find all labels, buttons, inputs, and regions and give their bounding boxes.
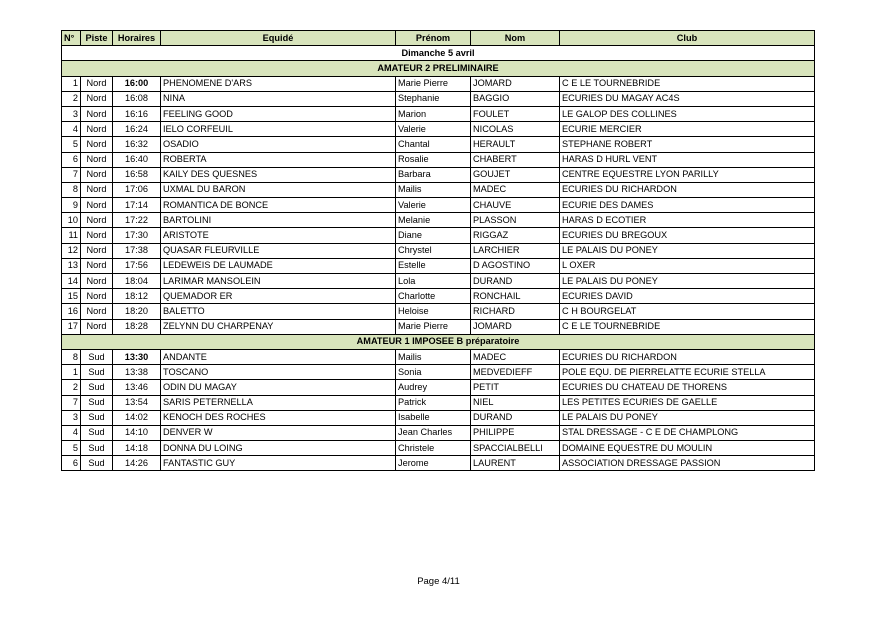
section-header-row (62, 334, 815, 349)
cell-no: 8 (62, 182, 81, 197)
cell-horaire: 18:12 (113, 289, 161, 304)
cell-equide: LARIMAR MANSOLEIN (161, 274, 396, 289)
cell-equide: QUEMADOR ER (161, 289, 396, 304)
cell-piste: Nord (81, 137, 113, 152)
cell-prenom: Barbara (396, 167, 471, 182)
cell-prenom: Mailis (396, 349, 471, 364)
cell-equide: PHENOMENE D'ARS (161, 76, 396, 91)
cell-no: 7 (62, 167, 81, 182)
cell-nom: GOUJET (471, 167, 560, 182)
cell-nom: PETIT (471, 380, 560, 395)
header-piste: Piste (81, 31, 113, 46)
cell-club: STEPHANE ROBERT (560, 137, 815, 152)
cell-prenom: Audrey (396, 380, 471, 395)
cell-equide: ODIN DU MAGAY (161, 380, 396, 395)
header-club: Club (560, 31, 815, 46)
cell-horaire: 13:30 (113, 349, 161, 364)
cell-piste: Nord (81, 289, 113, 304)
cell-prenom: Jerome (396, 456, 471, 471)
cell-club: ECURIES DAVID (560, 289, 815, 304)
cell-nom: MADEC (471, 182, 560, 197)
cell-nom: NICOLAS (471, 122, 560, 137)
cell-equide: LEDEWEIS DE LAUMADE (161, 258, 396, 273)
cell-no: 8 (62, 349, 81, 364)
cell-nom: PLASSON (471, 213, 560, 228)
table-row (62, 243, 815, 258)
header-nom: Nom (471, 31, 560, 46)
cell-prenom: Sonia (396, 365, 471, 380)
cell-club: C E LE TOURNEBRIDE (560, 76, 815, 91)
cell-piste: Sud (81, 441, 113, 456)
cell-piste: Nord (81, 152, 113, 167)
cell-nom: NIEL (471, 395, 560, 410)
cell-club: STAL DRESSAGE - C E DE CHAMPLONG (560, 425, 815, 440)
table-row (62, 456, 815, 471)
cell-equide: DENVER W (161, 425, 396, 440)
cell-equide: QUASAR FLEURVILLE (161, 243, 396, 258)
cell-equide: ZELYNN DU CHARPENAY (161, 319, 396, 334)
cell-prenom: Charlotte (396, 289, 471, 304)
cell-club: ECURIES DU RICHARDON (560, 182, 815, 197)
cell-prenom: Chrystel (396, 243, 471, 258)
cell-no: 5 (62, 441, 81, 456)
cell-nom: MADEC (471, 349, 560, 364)
cell-no: 7 (62, 395, 81, 410)
table-row (62, 349, 815, 364)
cell-club: HARAS D HURL VENT (560, 152, 815, 167)
cell-equide: UXMAL DU BARON (161, 182, 396, 197)
cell-horaire: 13:46 (113, 380, 161, 395)
cell-equide: BALETTO (161, 304, 396, 319)
section-title: AMATEUR 2 PRELIMINAIRE (62, 61, 815, 76)
cell-prenom: Patrick (396, 395, 471, 410)
cell-no: 6 (62, 152, 81, 167)
cell-horaire: 14:02 (113, 410, 161, 425)
table-row (62, 213, 815, 228)
table-row (62, 76, 815, 91)
cell-no: 11 (62, 228, 81, 243)
cell-horaire: 16:24 (113, 122, 161, 137)
cell-equide: BARTOLINI (161, 213, 396, 228)
date-label: Dimanche 5 avril (62, 46, 815, 61)
header-horaires: Horaires (113, 31, 161, 46)
section-title: AMATEUR 1 IMPOSEE B préparatoire (62, 334, 815, 349)
cell-prenom: Jean Charles (396, 425, 471, 440)
cell-prenom: Lola (396, 274, 471, 289)
cell-horaire: 18:04 (113, 274, 161, 289)
cell-prenom: Valerie (396, 122, 471, 137)
cell-nom: LARCHIER (471, 243, 560, 258)
cell-horaire: 16:08 (113, 91, 161, 106)
cell-club: C H BOURGELAT (560, 304, 815, 319)
cell-prenom: Christele (396, 441, 471, 456)
cell-horaire: 17:22 (113, 213, 161, 228)
cell-piste: Sud (81, 425, 113, 440)
cell-piste: Nord (81, 91, 113, 106)
cell-equide: ARISTOTE (161, 228, 396, 243)
cell-club: LE PALAIS DU PONEY (560, 410, 815, 425)
cell-horaire: 16:32 (113, 137, 161, 152)
table-row (62, 122, 815, 137)
cell-prenom: Marie Pierre (396, 319, 471, 334)
cell-no: 5 (62, 137, 81, 152)
cell-equide: FANTASTIC GUY (161, 456, 396, 471)
start-list-table (61, 30, 815, 471)
header-equide: Equidé (161, 31, 396, 46)
cell-club: ECURIES DU RICHARDON (560, 349, 815, 364)
cell-horaire: 14:10 (113, 425, 161, 440)
cell-no: 2 (62, 91, 81, 106)
cell-piste: Nord (81, 106, 113, 121)
cell-prenom: Mailis (396, 182, 471, 197)
table-body (62, 46, 815, 471)
cell-piste: Sud (81, 365, 113, 380)
cell-piste: Nord (81, 319, 113, 334)
cell-nom: LAURENT (471, 456, 560, 471)
cell-horaire: 16:00 (113, 76, 161, 91)
cell-equide: TOSCANO (161, 365, 396, 380)
cell-equide: NINA (161, 91, 396, 106)
cell-club: LES PETITES ECURIES DE GAELLE (560, 395, 815, 410)
cell-no: 9 (62, 198, 81, 213)
table-row (62, 228, 815, 243)
cell-equide: ANDANTE (161, 349, 396, 364)
cell-horaire: 17:30 (113, 228, 161, 243)
cell-horaire: 18:20 (113, 304, 161, 319)
cell-piste: Nord (81, 304, 113, 319)
cell-piste: Sud (81, 395, 113, 410)
cell-nom: DURAND (471, 274, 560, 289)
cell-nom: D AGOSTINO (471, 258, 560, 273)
header-prenom: Prénom (396, 31, 471, 46)
cell-nom: CHABERT (471, 152, 560, 167)
cell-no: 17 (62, 319, 81, 334)
cell-prenom: Melanie (396, 213, 471, 228)
cell-no: 4 (62, 425, 81, 440)
table-row (62, 274, 815, 289)
cell-prenom: Rosalie (396, 152, 471, 167)
table-row (62, 106, 815, 121)
table-row (62, 198, 815, 213)
cell-piste: Nord (81, 228, 113, 243)
cell-equide: KAILY DES QUESNES (161, 167, 396, 182)
table-row (62, 441, 815, 456)
cell-no: 1 (62, 365, 81, 380)
cell-piste: Nord (81, 198, 113, 213)
cell-equide: FEELING GOOD (161, 106, 396, 121)
section-header-row (62, 61, 815, 76)
cell-nom: RONCHAIL (471, 289, 560, 304)
cell-horaire: 17:06 (113, 182, 161, 197)
cell-horaire: 13:54 (113, 395, 161, 410)
cell-nom: DURAND (471, 410, 560, 425)
cell-piste: Sud (81, 349, 113, 364)
cell-no: 1 (62, 76, 81, 91)
cell-nom: CHAUVE (471, 198, 560, 213)
cell-piste: Nord (81, 76, 113, 91)
cell-club: LE PALAIS DU PONEY (560, 243, 815, 258)
cell-nom: JOMARD (471, 76, 560, 91)
table-row (62, 410, 815, 425)
table-row (62, 258, 815, 273)
cell-nom: MEDVEDIEFF (471, 365, 560, 380)
cell-no: 2 (62, 380, 81, 395)
table-row (62, 395, 815, 410)
cell-club: POLE EQU. DE PIERRELATTE ECURIE STELLA (560, 365, 815, 380)
cell-club: ASSOCIATION DRESSAGE PASSION (560, 456, 815, 471)
cell-club: LE GALOP DES COLLINES (560, 106, 815, 121)
cell-nom: HERAULT (471, 137, 560, 152)
table-row (62, 152, 815, 167)
header-row (62, 31, 815, 46)
cell-no: 12 (62, 243, 81, 258)
page-number: Page 4/11 (417, 576, 460, 587)
cell-no: 4 (62, 122, 81, 137)
cell-no: 6 (62, 456, 81, 471)
cell-horaire: 14:26 (113, 456, 161, 471)
cell-equide: ROBERTA (161, 152, 396, 167)
cell-horaire: 17:38 (113, 243, 161, 258)
cell-piste: Nord (81, 122, 113, 137)
cell-equide: OSADIO (161, 137, 396, 152)
cell-equide: KENOCH DES ROCHES (161, 410, 396, 425)
cell-prenom: Isabelle (396, 410, 471, 425)
cell-no: 10 (62, 213, 81, 228)
cell-no: 3 (62, 410, 81, 425)
cell-horaire: 13:38 (113, 365, 161, 380)
cell-horaire: 16:40 (113, 152, 161, 167)
cell-piste: Nord (81, 213, 113, 228)
table-row (62, 380, 815, 395)
cell-nom: RICHARD (471, 304, 560, 319)
cell-no: 15 (62, 289, 81, 304)
cell-no: 3 (62, 106, 81, 121)
cell-prenom: Diane (396, 228, 471, 243)
cell-prenom: Valerie (396, 198, 471, 213)
cell-piste: Sud (81, 456, 113, 471)
cell-equide: DONNA DU LOING (161, 441, 396, 456)
cell-nom: FOULET (471, 106, 560, 121)
date-row (62, 46, 815, 61)
cell-horaire: 18:28 (113, 319, 161, 334)
cell-prenom: Estelle (396, 258, 471, 273)
cell-club: ECURIE DES DAMES (560, 198, 815, 213)
cell-equide: SARIS PETERNELLA (161, 395, 396, 410)
cell-piste: Nord (81, 182, 113, 197)
cell-club: ECURIE MERCIER (560, 122, 815, 137)
cell-piste: Nord (81, 243, 113, 258)
table-row (62, 425, 815, 440)
cell-prenom: Marie Pierre (396, 76, 471, 91)
cell-club: CENTRE EQUESTRE LYON PARILLY (560, 167, 815, 182)
cell-horaire: 17:56 (113, 258, 161, 273)
cell-prenom: Stephanie (396, 91, 471, 106)
cell-nom: BAGGIO (471, 91, 560, 106)
cell-nom: RIGGAZ (471, 228, 560, 243)
cell-horaire: 17:14 (113, 198, 161, 213)
cell-piste: Sud (81, 410, 113, 425)
cell-club: ECURIES DU MAGAY AC4S (560, 91, 815, 106)
table-row (62, 182, 815, 197)
cell-piste: Nord (81, 274, 113, 289)
cell-club: ECURIES DU BREGOUX (560, 228, 815, 243)
cell-piste: Sud (81, 380, 113, 395)
cell-club: ECURIES DU CHATEAU DE THORENS (560, 380, 815, 395)
cell-no: 16 (62, 304, 81, 319)
cell-no: 14 (62, 274, 81, 289)
cell-club: LE PALAIS DU PONEY (560, 274, 815, 289)
table-row (62, 304, 815, 319)
cell-horaire: 16:58 (113, 167, 161, 182)
cell-club: L OXER (560, 258, 815, 273)
cell-club: C E LE TOURNEBRIDE (560, 319, 815, 334)
cell-horaire: 16:16 (113, 106, 161, 121)
cell-prenom: Heloise (396, 304, 471, 319)
table-row (62, 167, 815, 182)
cell-club: DOMAINE EQUESTRE DU MOULIN (560, 441, 815, 456)
cell-club: HARAS D ECOTIER (560, 213, 815, 228)
cell-piste: Nord (81, 258, 113, 273)
cell-prenom: Marion (396, 106, 471, 121)
table-row (62, 91, 815, 106)
table-row (62, 365, 815, 380)
header-no: N° (62, 31, 81, 46)
cell-equide: IELO CORFEUIL (161, 122, 396, 137)
cell-no: 13 (62, 258, 81, 273)
cell-horaire: 14:18 (113, 441, 161, 456)
table-row (62, 137, 815, 152)
cell-prenom: Chantal (396, 137, 471, 152)
table-row (62, 289, 815, 304)
cell-nom: SPACCIALBELLI (471, 441, 560, 456)
cell-nom: JOMARD (471, 319, 560, 334)
cell-equide: ROMANTICA DE BONCE (161, 198, 396, 213)
table-row (62, 319, 815, 334)
cell-nom: PHILIPPE (471, 425, 560, 440)
cell-piste: Nord (81, 167, 113, 182)
